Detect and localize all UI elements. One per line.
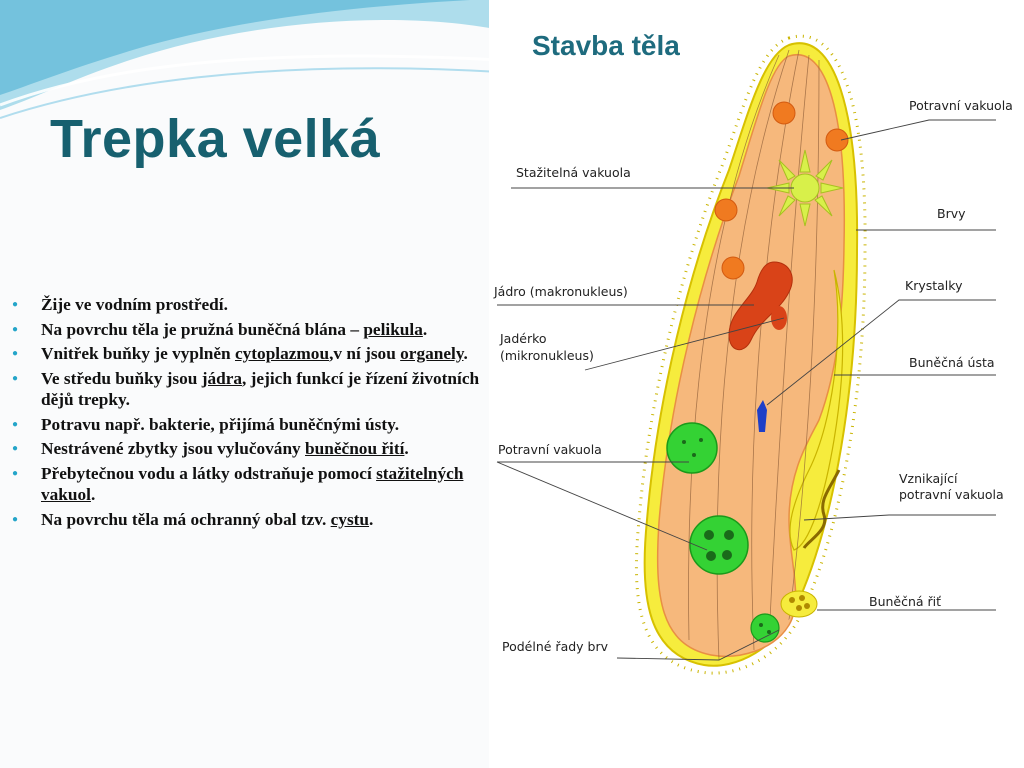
bullet-text: . bbox=[404, 439, 409, 458]
label-potravni-vakuola-left: Potravní vakuola bbox=[498, 442, 602, 457]
label-jaderko-1: Jadérko bbox=[500, 331, 547, 346]
underlined-term: stažitelných vakuol bbox=[41, 463, 464, 504]
bullet-text: ,v ní jsou bbox=[329, 344, 401, 363]
bullet-text: Na povrchu těla je pružná buněčná blána – bbox=[41, 319, 364, 339]
figure-title: Stavba těla bbox=[532, 30, 680, 61]
bullet-item bbox=[10, 414, 480, 436]
underlined-term: buněčnou řití bbox=[305, 439, 405, 458]
label-bunecna-rit: Buněčná řiť bbox=[869, 594, 942, 609]
label-jadro: Jádro (makronukleus) bbox=[494, 284, 628, 299]
bullet-text: . bbox=[369, 509, 374, 529]
bullet-text: Vnitřek buňky je vyplněn bbox=[41, 344, 235, 363]
bullet-list bbox=[10, 294, 480, 533]
bullet-text: Na povrchu těla má ochranný obal tzv. bbox=[41, 509, 331, 529]
label-jaderko-2: (mikronukleus) bbox=[500, 348, 594, 363]
bullet-text: Žije ve vodním prostředí. bbox=[41, 295, 228, 314]
label-bunecna-usta: Buněčná ústa bbox=[909, 355, 995, 370]
paramecium-diagram bbox=[489, 0, 1024, 768]
label-potravni-vakuola-top: Potravní vakuola bbox=[909, 98, 1013, 113]
label-brvy: Brvy bbox=[937, 206, 966, 221]
bullet-item bbox=[10, 509, 480, 531]
bullet-item bbox=[10, 438, 480, 460]
label-vznikajici-2: potravní vakuola bbox=[899, 487, 1004, 502]
underlined-term: cytoplazmou bbox=[234, 344, 330, 363]
bullet-text: Ve středu buňky jsou bbox=[41, 368, 202, 388]
bullet-text: . bbox=[463, 344, 468, 363]
bullet-text: Přebytečnou vodu a látky odstraňuje pomocí bbox=[41, 463, 377, 483]
underlined-term: jádra bbox=[201, 368, 243, 388]
bullet-text: . bbox=[422, 319, 428, 339]
underlined-term: pelikula bbox=[363, 319, 423, 339]
bullet-text: Potravu např. bakterie, přijímá buněčnými ústy. bbox=[41, 414, 400, 434]
label-vznikajici-1: Vznikající bbox=[899, 471, 958, 486]
label-krystalky: Krystalky bbox=[905, 278, 963, 293]
bullet-text: , jejich funkcí je řízení životních dějů trepky. bbox=[41, 368, 480, 409]
cytoplasm bbox=[658, 55, 845, 657]
cytoproct bbox=[781, 591, 817, 617]
bullet-item bbox=[10, 463, 480, 506]
bullet-item bbox=[10, 294, 480, 316]
label-stazitelna-vakuola: Stažitelná vakuola bbox=[516, 165, 631, 180]
slide-title: Trepka velká bbox=[50, 109, 381, 169]
bullet-text: . bbox=[90, 485, 96, 504]
underlined-term: cystu bbox=[330, 509, 370, 529]
bullet-item bbox=[10, 343, 480, 365]
label-podelne-rady: Podélné řady brv bbox=[502, 639, 608, 654]
micronucleus-red bbox=[771, 306, 787, 330]
underlined-term: organely bbox=[400, 344, 464, 363]
bullet-item bbox=[10, 368, 480, 411]
bullet-item bbox=[10, 319, 480, 341]
bullet-text: Nestrávené zbytky jsou vylučovány bbox=[41, 439, 306, 458]
